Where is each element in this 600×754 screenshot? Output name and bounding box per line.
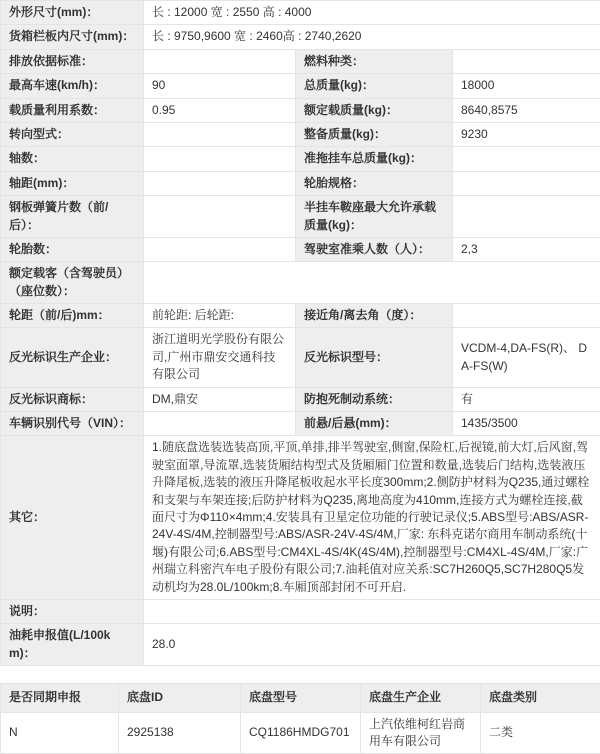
chassis-column-header: 底盘ID [119, 684, 241, 712]
chassis-table [0, 683, 600, 754]
spec-value: 0.95 [144, 98, 296, 122]
table-row [1, 624, 600, 666]
spec-value: 1.随底盘选装选装高顶,平顶,单排,排半驾驶室,侧窗,保险杠,后视镜,前大灯,后风窗,驾驶室面罩,导流罩,选装货厢结构型式及货厢厢门位置和数量,选装后门结构,选装液压升降尾板,选装的液压升降尾板收起水平长度300mm;2.侧防护材料为Q235,通过螺栓和支架与车架连接;后防护材料为Q235,离地高度为410mm,连接方式为螺栓连接,截面尺寸为Φ110×4mm;4.安装具有卫星定位功能的行驶记录仪;5.ABS型号:ABS/ASR-24V-4S/4M,控制器型号:ABS/ASR-24V-4S/4M,厂家: 东科克诺尔商用车制动系统(十堰)有限公司;6.ABS型号:CM4XL-4S/4K(4S/4M),控制器型号:CM4XL-4S/4M,厂家:广州瑞立科密汽车电子股份有限公司;7.油耗值对应关系:SC7H260Q5,SC7H280Q5发动机均为28.0L/100km;8.车厢顶部封闭不可开启. [144, 436, 600, 600]
spec-value: 浙江道明光学股份有限公司,广州市鼎安交通科技有限公司 [144, 328, 296, 387]
table-row [1, 49, 600, 73]
spec-value [453, 49, 600, 73]
spec-label: 钢板弹簧片数（前/后）： [1, 196, 144, 238]
table-row [1, 147, 600, 171]
spec-value [144, 262, 600, 304]
table-row [1, 122, 600, 146]
chassis-column-header: 是否同期申报 [1, 684, 119, 712]
table-row [1, 712, 600, 754]
spec-value: 1435/3500 [453, 412, 600, 436]
table-row [1, 196, 600, 238]
table-row [1, 436, 600, 600]
spec-label: 转向型式： [1, 122, 144, 146]
spec-value: 长 : 12000 宽 : 2550 高 : 4000 [144, 1, 600, 25]
chassis-header-row [1, 684, 600, 712]
table-row [1, 171, 600, 195]
spec-value: DM,鼎安 [144, 387, 296, 411]
spec-value [144, 171, 296, 195]
table-row [1, 237, 600, 261]
spec-value [453, 304, 600, 328]
table-row [1, 1, 600, 25]
spec-value: VCDM-4,DA-FS(R)、 DA-FS(W) [453, 328, 600, 387]
chassis-cell: 2925138 [119, 712, 241, 754]
spec-label: 额定载质量(kg)： [296, 98, 453, 122]
spec-value [144, 412, 296, 436]
spec-label: 油耗申报值(L/100km)： [1, 624, 144, 666]
spec-value: 前轮距: 后轮距: [144, 304, 296, 328]
chassis-column-header: 底盘类别 [481, 684, 600, 712]
spec-label: 燃料种类： [296, 49, 453, 73]
chassis-cell: 二类 [481, 712, 600, 754]
spec-value [453, 196, 600, 238]
spec-value: 9230 [453, 122, 600, 146]
spec-label: 轮距（前/后)mm： [1, 304, 144, 328]
spec-label: 货箱栏板内尺寸(mm)： [1, 25, 144, 49]
spec-value: 有 [453, 387, 600, 411]
spec-value: 28.0 [144, 624, 600, 666]
table-row [1, 412, 600, 436]
table-row [1, 328, 600, 387]
chassis-cell: CQ1186HMDG701 [241, 712, 361, 754]
spec-value [453, 147, 600, 171]
spec-value: 18000 [453, 74, 600, 98]
spec-label: 其它： [1, 436, 144, 600]
chassis-column-header: 底盘生产企业 [361, 684, 481, 712]
chassis-cell: 上汽依维柯红岩商用车有限公司 [361, 712, 481, 754]
spec-label: 准拖挂车总质量(kg)： [296, 147, 453, 171]
spec-label: 接近角/离去角（度）： [296, 304, 453, 328]
spec-value [144, 237, 296, 261]
chassis-table-body [1, 712, 600, 754]
spec-label: 轴数： [1, 147, 144, 171]
table-gap [0, 666, 600, 683]
table-row [1, 262, 600, 304]
spec-value: 8640,8575 [453, 98, 600, 122]
spec-label: 反光标识商标： [1, 387, 144, 411]
spec-label: 车辆识别代号（VIN）： [1, 412, 144, 436]
spec-label: 轴距(mm)： [1, 171, 144, 195]
spec-value [144, 122, 296, 146]
spec-label: 反光标识型号： [296, 328, 453, 387]
table-row [1, 74, 600, 98]
spec-label: 反光标识生产企业： [1, 328, 144, 387]
spec-label: 防抱死制动系统： [296, 387, 453, 411]
spec-label: 驾驶室准乘人数（人）： [296, 237, 453, 261]
table-row [1, 98, 600, 122]
spec-value: 90 [144, 74, 296, 98]
spec-value [144, 599, 600, 623]
spec-value: 2,3 [453, 237, 600, 261]
spec-table-body [1, 1, 600, 666]
table-row [1, 387, 600, 411]
spec-label: 额定载客（含驾驶员）（座位数）： [1, 262, 144, 304]
spec-value: 长 : 9750,9600 宽 : 2460高 : 2740,2620 [144, 25, 600, 49]
spec-value [144, 49, 296, 73]
spec-label: 前悬/后悬(mm)： [296, 412, 453, 436]
spec-label: 排放依据标准： [1, 49, 144, 73]
spec-label: 轮胎数： [1, 237, 144, 261]
spec-label: 最高车速(km/h)： [1, 74, 144, 98]
spec-label: 载质量利用系数： [1, 98, 144, 122]
spec-value [144, 147, 296, 171]
table-row [1, 304, 600, 328]
table-row [1, 599, 600, 623]
spec-label: 总质量(kg)： [296, 74, 453, 98]
spec-value [453, 171, 600, 195]
spec-label: 说明： [1, 599, 144, 623]
chassis-cell: N [1, 712, 119, 754]
spec-label: 轮胎规格： [296, 171, 453, 195]
spec-value [144, 196, 296, 238]
spec-label: 整备质量(kg)： [296, 122, 453, 146]
table-row [1, 25, 600, 49]
spec-label: 外形尺寸(mm)： [1, 1, 144, 25]
chassis-column-header: 底盘型号 [241, 684, 361, 712]
spec-label: 半挂车鞍座最大允许承载质量(kg)： [296, 196, 453, 238]
